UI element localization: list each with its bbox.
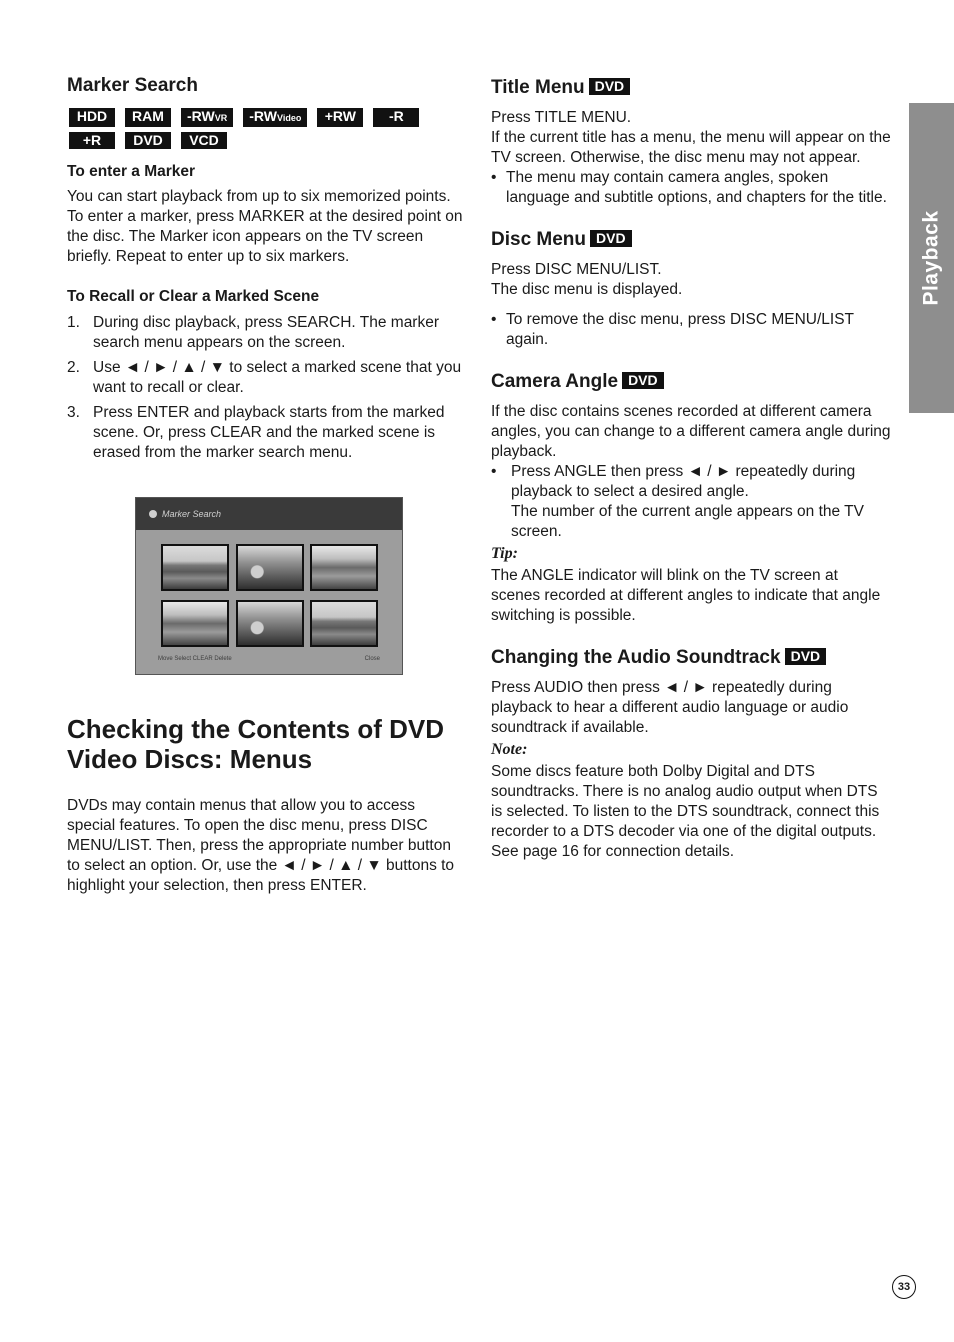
enter-marker-heading: To enter a Marker <box>67 163 196 180</box>
disc-type-badges <box>69 108 449 149</box>
screen-title-bar <box>136 498 402 530</box>
title-menu-heading: Title Menu DVD <box>491 76 891 100</box>
badge-hdd: HDD <box>69 108 115 127</box>
left-column <box>67 74 463 468</box>
note-label: Note: <box>491 741 528 758</box>
badge-minus-r: -R <box>373 108 419 127</box>
screen-footer <box>158 656 380 666</box>
marker-thumbnail <box>236 600 304 647</box>
badge-rw-video: -RWVideo <box>243 108 307 127</box>
recall-steps <box>67 313 463 463</box>
marker-search-heading: Marker Search <box>67 75 198 96</box>
disc-icon <box>149 510 157 518</box>
note-text: Some discs feature both Dolby Digital and DTS soundtracks. There is no analog audio output when DTS is selected. To listen to the DTS soundtrack, connect this recorder to a DTS decoder via one of the digital outputs. See page 16 for connection details. <box>491 763 880 860</box>
disc-menu-line1: Press DISC MENU/LIST. <box>491 261 662 278</box>
screen-footer-controls: Move Select CLEAR Delete <box>158 656 232 662</box>
checking-body: DVDs may contain menus that allow you to access special features. To open the disc menu, press DISC MENU/LIST. Then, press the appropriate number button to select an option. Or, use the ◄ / ► / ▲ / ▼ buttons to highlight your selection, then press ENTER. <box>67 797 455 894</box>
list-item: • Press ANGLE then press ◄ / ► repeatedly during playback to select a desired angle. The number of the current angle appears on the TV screen. <box>491 462 891 542</box>
badge-dvd: DVD <box>590 230 632 247</box>
list-item: • The menu may contain camera angles, spoken language and subtitle options, and chapters for the title. <box>491 168 891 208</box>
badge-plus-r: +R <box>69 132 115 149</box>
badge-dvd: DVD <box>589 78 631 95</box>
page-number: 33 <box>892 1275 916 1299</box>
marker-thumbnail <box>310 600 378 647</box>
badge-dvd: DVD <box>785 648 827 665</box>
camera-angle-body: If the disc contains scenes recorded at different camera angles, you can change to a different camera angle during playback. <box>491 403 891 460</box>
badge-dvd: DVD <box>622 372 664 389</box>
screen-footer-close: Close <box>364 656 380 662</box>
marker-thumbnail <box>161 600 229 647</box>
title-menu-line1: Press TITLE MENU. <box>491 109 632 126</box>
marker-search-screen-image <box>135 497 403 675</box>
enter-marker-text: You can start playback from up to six memorized points. To enter a marker, press MARKER at the desired point on the disc. The Marker icon appears on the TV screen briefly. Repeat to enter up to six markers. <box>67 188 463 265</box>
camera-angle-bullets <box>491 462 891 542</box>
marker-thumbnail <box>161 544 229 591</box>
title-menu-line2: If the current title has a menu, the menu will appear on the TV screen. Otherwise, the disc menu may not appear. <box>491 129 891 166</box>
disc-menu-bullets <box>491 310 891 350</box>
section-tab-playback <box>909 103 954 413</box>
badge-rw-vr: -RWVR <box>181 108 233 127</box>
tip-label: Tip: <box>491 545 518 562</box>
section-tab-label: Playback <box>919 210 943 306</box>
list-item: • To remove the disc menu, press DISC MENU/LIST again. <box>491 310 891 350</box>
list-item: 2. Use ◄ / ► / ▲ / ▼ to select a marked scene that you want to recall or clear. <box>67 359 462 396</box>
tip-text: The ANGLE indicator will blink on the TV screen at scenes recorded at different angles to indicate that angle switching is possible. <box>491 567 881 624</box>
badge-plus-rw: +RW <box>317 108 363 127</box>
marker-thumbnail <box>236 544 304 591</box>
list-item: 1. During disc playback, press SEARCH. The marker search menu appears on the screen. <box>67 314 440 351</box>
title-menu-bullets <box>491 168 891 208</box>
camera-angle-heading: Camera Angle DVD <box>491 370 891 394</box>
recall-heading: To Recall or Clear a Marked Scene <box>67 288 320 305</box>
right-column <box>491 76 891 862</box>
audio-heading: Changing the Audio Soundtrack DVD <box>491 646 891 670</box>
audio-body: Press AUDIO then press ◄ / ► repeatedly during playback to hear a different audio language or audio soundtrack if available. <box>491 679 849 736</box>
badge-ram: RAM <box>125 108 171 127</box>
badge-dvd: DVD <box>125 132 171 149</box>
disc-menu-line2: The disc menu is displayed. <box>491 281 683 298</box>
checking-heading: Checking the Contents of DVD Video Discs: Menus <box>67 714 445 774</box>
badge-vcd: VCD <box>181 132 227 149</box>
screen-title: Marker Search <box>162 509 222 519</box>
list-item: 3. Press ENTER and playback starts from the marked scene. Or, press CLEAR and the marked scene is erased from the marker search menu. <box>67 404 445 461</box>
marker-thumbnail <box>310 544 378 591</box>
disc-menu-heading: Disc Menu DVD <box>491 228 891 252</box>
checking-section <box>67 714 463 896</box>
